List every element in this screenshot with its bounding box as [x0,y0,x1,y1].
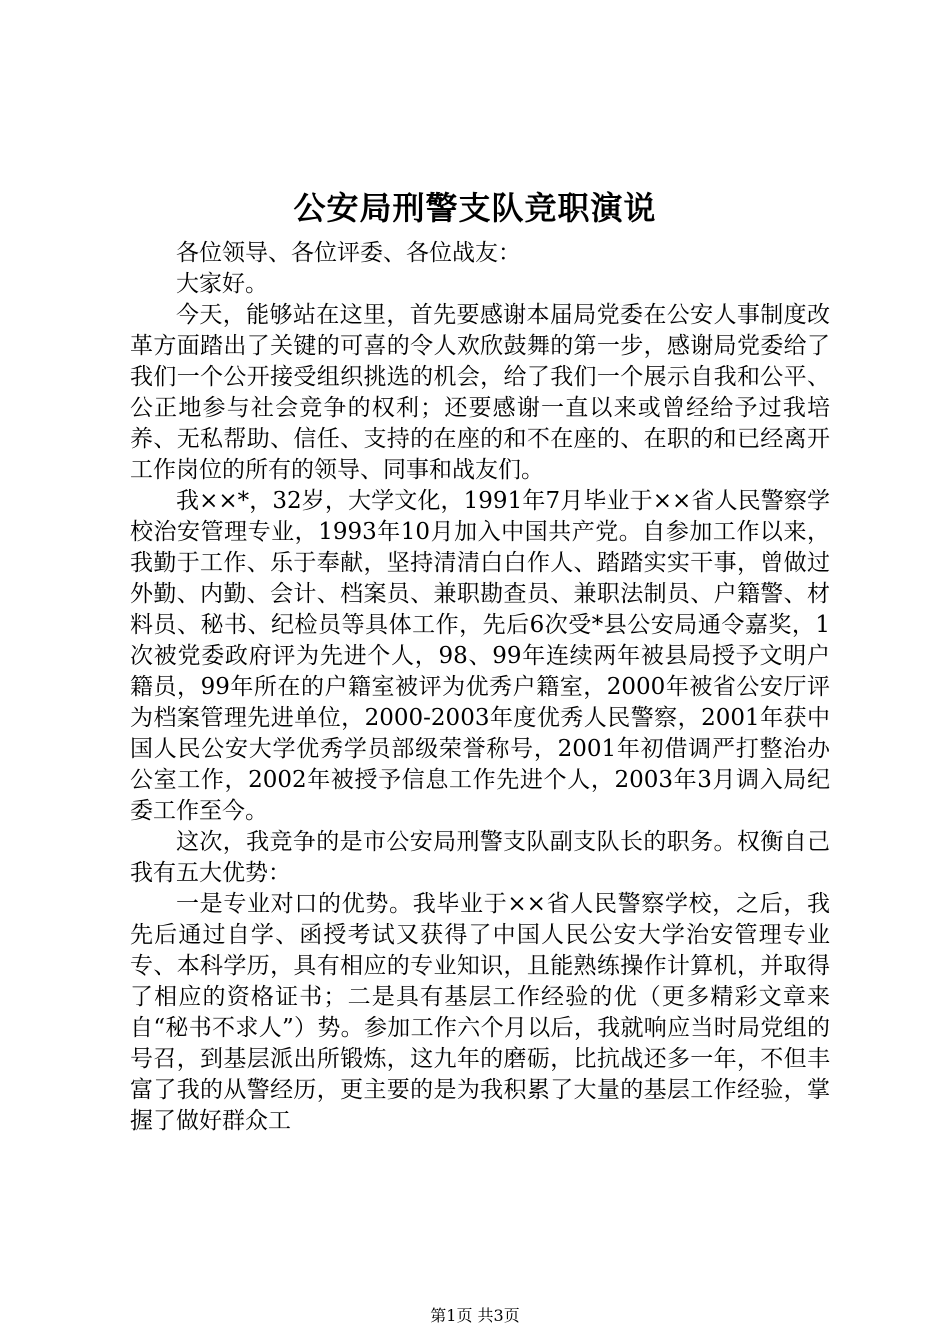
paragraph-advantages: 一是专业对口的优势。我毕业于××省人民警察学校，之后，我先后通过自学、函授考试又获得了中国人民公安大学治安管理专业专、本科学历，具有相应的专业知识，且能熟练操作计算机，并取得了相应的资格证书；二是具有基层工作经验的优（更多精彩文章来自“秘书不求人”）势。参加工作六个月以后，我就响应当时局党组的号召，到基层派出所锻炼，这九年的磨砺，比抗战还多一年，不但丰富了我的从警经历，更主要的是为我积累了大量的基层工作经验，掌握了做好群众工 [130,891,830,1134]
page-footer: 第1页 共3页 [430,1306,520,1325]
paragraph-salutation: 各位领导、各位评委、各位战友： [176,240,521,266]
paragraph-thanks: 今天，能够站在这里，首先要感谢本届局党委在公安人事制度改革方面踏出了关键的可喜的令人欢欣鼓舞的第一步，感谢局党委给了我们一个公开接受组织挑选的机会，给了我们一个展示自我和公平、公正地参与社会竞争的权利；还要感谢一直以来或曾经给予过我培养、无私帮助、信任、支持的在座的和不在座的、在职的和已经离开工作岗位的所有的领导、同事和战友们。 [130,302,830,483]
paragraph-position: 这次，我竞争的是市公安局刑警支队副支队长的职务。权衡自己我有五大优势： [130,829,830,886]
paragraph-greeting: 大家好。 [176,271,268,297]
document-title: 公安局刑警支队竞职演说 [293,189,657,227]
document-body [130,238,830,1137]
paragraph-self-introduction: 我××*，32岁，大学文化，1991年7月毕业于××省人民警察学校治安管理专业，1993年10月加入中国共产党。自参加工作以来，我勤于工作、乐于奉献，坚持清清白白作人、踏踏实实干事，曾做过外勤、内勤、会计、档案员、兼职勘查员、兼职法制员、户籍警、材料员、秘书、纪检员等具体工作，先后6次受*县公安局通令嘉奖，1次被党委政府评为先进个人，98、99年连续两年被县局授予文明户籍员，99年所在的户籍室被评为优秀户籍室，2000年被省公安厅评为档案管理先进单位，2000-2003年度优秀人民警察，2001年获中国人民公安大学优秀学员部级荣誉称号，2001年初借调严打整治办公室工作，2002年被授予信息工作先进个人，2003年3月调入局纪委工作至今。 [130,488,830,824]
